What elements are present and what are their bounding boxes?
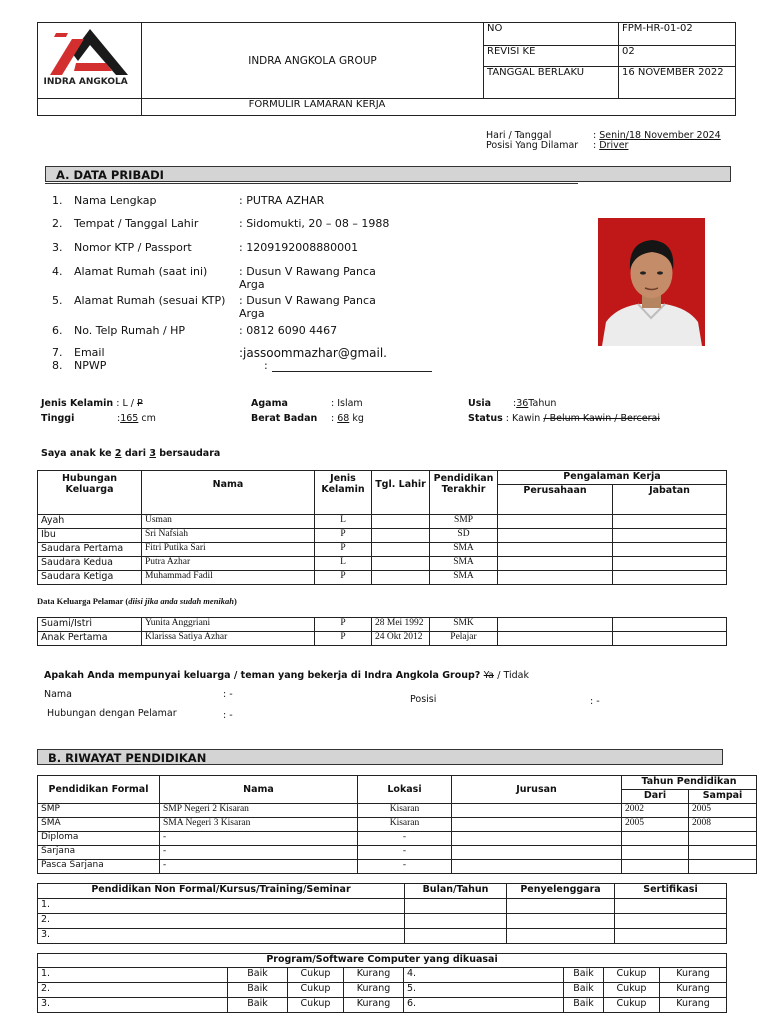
table-cell: Baik — [564, 983, 604, 998]
table-cell — [613, 632, 727, 646]
table-row — [38, 515, 727, 529]
logo-cell — [38, 23, 142, 99]
table-cell: Ibu — [38, 529, 142, 543]
table-cell: 2002 — [622, 804, 689, 818]
education-table — [37, 775, 757, 874]
table-cell: Kurang — [344, 968, 404, 983]
field-row: 5. Alamat Rumah (sesuai KTP) : Dusun V Rawang Panca Arga — [52, 294, 376, 320]
col-header: Jenis Kelamin — [315, 471, 372, 515]
table-cell: 2008 — [689, 818, 757, 832]
table-cell: Baik — [564, 998, 604, 1013]
field-row: 4. Alamat Rumah (saat ini) : Dusun V Rawang Panca Arga — [52, 265, 376, 291]
date-label: Hari / Tanggal — [486, 130, 552, 141]
weight-row: Berat Badan : 68 kg — [251, 413, 364, 424]
date-value: Senin/18 November 2024 — [599, 130, 721, 141]
table-row — [38, 998, 727, 1013]
col-header: Sertifikasi — [615, 884, 727, 899]
table-cell — [613, 618, 727, 632]
table-cell: Sri Nafsiah — [142, 529, 315, 543]
col-header: Pendidikan Non Formal/Kursus/Training/Seminar — [38, 884, 405, 899]
table-cell — [452, 846, 622, 860]
relation-rel-label: Hubungan dengan Pelamar — [47, 708, 177, 719]
relation-question: Apakah Anda mempunyai keluarga / teman yang bekerja di Indra Angkola Group? Ya / Tidak — [44, 670, 530, 681]
table-cell: Cukup — [604, 983, 660, 998]
table-cell: P — [315, 571, 372, 585]
married-title: Data Keluarga Pelamar (diisi jika anda sudah menikah) — [37, 596, 237, 606]
table-cell: Yunita Anggriani — [142, 618, 315, 632]
table-row — [38, 543, 727, 557]
table-cell — [372, 529, 430, 543]
table-cell: Kisaran — [358, 804, 452, 818]
section-b-title: B. RIWAYAT PENDIDIKAN — [37, 749, 723, 765]
software-table — [37, 953, 727, 1013]
relation-name-label: Nama — [44, 689, 73, 700]
table-cell: SMA Negeri 3 Kisaran — [160, 818, 358, 832]
table-cell: Cukup — [288, 998, 344, 1013]
table-cell: 1. — [38, 968, 228, 983]
table-cell: P — [315, 618, 372, 632]
col-header: Jabatan — [613, 485, 727, 515]
software-title: Program/Software Computer yang dikuasai — [38, 954, 727, 968]
col-header: Penyelenggara — [507, 884, 615, 899]
relation-pos-label: Posisi — [410, 694, 437, 705]
table-cell — [498, 543, 613, 557]
table-cell: SMP — [38, 804, 160, 818]
table-cell — [613, 529, 727, 543]
table-cell: P — [315, 529, 372, 543]
table-row — [38, 818, 757, 832]
table-cell — [622, 860, 689, 874]
table-cell — [452, 804, 622, 818]
header-table — [37, 22, 736, 116]
table-cell: Suami/Istri — [38, 618, 142, 632]
table-cell — [452, 832, 622, 846]
table-cell: Usman — [142, 515, 315, 529]
table-cell — [452, 818, 622, 832]
table-cell: Anak Pertama — [38, 632, 142, 646]
table-cell: 4. — [404, 968, 564, 983]
table-cell: 5. — [404, 983, 564, 998]
table-cell: Kurang — [344, 998, 404, 1013]
table-cell: 24 Okt 2012 — [372, 632, 430, 646]
table-cell — [615, 929, 727, 944]
col-header: Bulan/Tahun — [405, 884, 507, 899]
table-cell — [372, 515, 430, 529]
table-cell — [507, 929, 615, 944]
applicant-photo — [598, 218, 705, 346]
table-cell: - — [358, 860, 452, 874]
table-cell: Baik — [228, 983, 288, 998]
table-row — [38, 846, 757, 860]
table-cell: Kurang — [344, 983, 404, 998]
meta-value: 02 — [619, 45, 736, 66]
table-cell: 3. — [38, 929, 405, 944]
table-cell: SMP — [430, 515, 498, 529]
table-cell — [689, 832, 757, 846]
table-cell: - — [160, 846, 358, 860]
col-header: Lokasi — [358, 776, 452, 804]
table-cell: Kurang — [660, 983, 727, 998]
married-table — [37, 617, 727, 646]
sibling-info: Saya anak ke 2 dari 3 bersaudara — [41, 448, 221, 459]
table-cell: 3. — [38, 998, 228, 1013]
table-cell: Saudara Kedua — [38, 557, 142, 571]
table-cell: Baik — [228, 998, 288, 1013]
meta-value: 16 NOVEMBER 2022 — [619, 66, 736, 98]
table-cell: 6. — [404, 998, 564, 1013]
table-cell: Pasca Sarjana — [38, 860, 160, 874]
apply-info: Hari / Tanggal : Senin/18 November 2024 Posisi Yang Dilamar : Driver — [486, 130, 721, 151]
table-cell: SMA — [430, 543, 498, 557]
table-cell — [498, 515, 613, 529]
table-cell — [507, 899, 615, 914]
table-cell — [405, 914, 507, 929]
table-cell: Diploma — [38, 832, 160, 846]
table-cell: Sarjana — [38, 846, 160, 860]
position-label: Posisi Yang Dilamar — [486, 140, 579, 151]
field-row: 6. No. Telp Rumah / HP : 0812 6090 4467 — [52, 324, 338, 337]
table-cell — [689, 846, 757, 860]
table-row — [38, 968, 727, 983]
table-cell: P — [315, 543, 372, 557]
section-a-title: A. DATA PRIBADI — [45, 166, 731, 182]
company-name: INDRA ANGKOLA GROUP — [142, 23, 484, 99]
table-cell: SMK — [430, 618, 498, 632]
table-cell: Putra Azhar — [142, 557, 315, 571]
col-header: Jurusan — [452, 776, 622, 804]
table-cell: Cukup — [288, 983, 344, 998]
table-row — [38, 557, 727, 571]
table-cell: SMA — [430, 557, 498, 571]
field-row: 1. Nama Lengkap : PUTRA AZHAR — [52, 194, 325, 207]
table-cell — [622, 846, 689, 860]
table-cell — [615, 899, 727, 914]
table-cell — [405, 899, 507, 914]
col-header: Perusahaan — [498, 485, 613, 515]
table-cell: - — [358, 846, 452, 860]
form-title: FORMULIR LAMARAN KERJA — [142, 99, 736, 116]
table-row — [38, 929, 727, 944]
table-cell — [613, 543, 727, 557]
table-cell: Baik — [228, 968, 288, 983]
col-header: Tahun Pendidikan — [622, 776, 757, 790]
field-row: 8. NPWP : — [52, 359, 63, 372]
relation-name-value: : - — [223, 689, 233, 700]
table-cell — [498, 571, 613, 585]
position-value: Driver — [599, 140, 629, 151]
col-header: Sampai — [689, 790, 757, 804]
table-cell: Cukup — [604, 998, 660, 1013]
table-cell: - — [358, 832, 452, 846]
table-cell: Kisaran — [358, 818, 452, 832]
table-row — [38, 571, 727, 585]
table-cell: SMA — [430, 571, 498, 585]
logo-text: INDRA ANGKOLA — [43, 76, 128, 87]
table-row — [38, 914, 727, 929]
table-cell — [622, 832, 689, 846]
table-cell: Cukup — [288, 968, 344, 983]
col-header: Pengalaman Kerja — [498, 471, 727, 485]
table-cell: 2. — [38, 983, 228, 998]
meta-key: TANGGAL BERLAKU — [484, 66, 619, 98]
religion-row: Agama : Islam — [251, 398, 363, 409]
table-row — [38, 832, 757, 846]
table-cell: SD — [430, 529, 498, 543]
table-cell: Pelajar — [430, 632, 498, 646]
field-row: 3. Nomor KTP / Passport : 1209192008880001 — [52, 241, 359, 254]
gender-row: Jenis Kelamin : L / P — [41, 398, 143, 409]
col-header: Nama — [160, 776, 358, 804]
table-cell — [372, 543, 430, 557]
meta-key: NO — [484, 23, 619, 46]
table-cell: Klarissa Satiya Azhar — [142, 632, 315, 646]
relation-pos-value: : - — [590, 696, 600, 707]
meta-key: REVISI KE — [484, 45, 619, 66]
table-row — [38, 860, 757, 874]
table-cell: Saudara Pertama — [38, 543, 142, 557]
table-cell: 2005 — [622, 818, 689, 832]
table-cell: Fitri Putika Sari — [142, 543, 315, 557]
table-cell: Muhammad Fadil — [142, 571, 315, 585]
table-cell — [452, 860, 622, 874]
table-cell — [613, 571, 727, 585]
divider — [45, 183, 578, 184]
table-cell: - — [160, 860, 358, 874]
table-cell — [372, 557, 430, 571]
table-cell — [498, 557, 613, 571]
table-row — [38, 618, 727, 632]
table-cell: 2. — [38, 914, 405, 929]
table-cell: Ayah — [38, 515, 142, 529]
age-row: Usia :36Tahun — [468, 398, 557, 409]
table-row — [38, 632, 727, 646]
table-row — [38, 804, 757, 818]
field-row: 2. Tempat / Tanggal Lahir : Sidomukti, 20 – 08 – 1988 — [52, 217, 390, 230]
table-cell — [613, 557, 727, 571]
table-cell: Baik — [564, 968, 604, 983]
table-cell: Cukup — [604, 968, 660, 983]
table-cell: 28 Mei 1992 — [372, 618, 430, 632]
meta-value: FPM-HR-01-02 — [619, 23, 736, 46]
table-row — [38, 899, 727, 914]
table-cell — [405, 929, 507, 944]
table-cell: L — [315, 515, 372, 529]
table-cell — [689, 860, 757, 874]
field-row: 7. Email :jassoommazhar@gmail. — [52, 346, 387, 360]
col-header: Pendidikan Formal — [38, 776, 160, 804]
table-cell: L — [315, 557, 372, 571]
table-cell — [372, 571, 430, 585]
person-icon — [598, 218, 705, 346]
table-cell: Kurang — [660, 968, 727, 983]
table-row — [38, 529, 727, 543]
table-cell: Kurang — [660, 998, 727, 1013]
relation-rel-value: : - — [223, 710, 233, 721]
col-header: Nama — [142, 471, 315, 515]
height-row: Tinggi :165 cm — [41, 413, 156, 424]
table-cell — [498, 632, 613, 646]
table-cell: 1. — [38, 899, 405, 914]
table-cell: P — [315, 632, 372, 646]
table-cell: SMA — [38, 818, 160, 832]
table-row — [38, 983, 727, 998]
table-cell: SMP Negeri 2 Kisaran — [160, 804, 358, 818]
table-cell: Saudara Ketiga — [38, 571, 142, 585]
col-header: Dari — [622, 790, 689, 804]
nonformal-table — [37, 883, 727, 944]
table-cell: - — [160, 832, 358, 846]
table-cell — [613, 515, 727, 529]
table-cell: 2005 — [689, 804, 757, 818]
status-row: Status : Kawin / Belum Kawin / Bercerai — [468, 413, 660, 424]
col-header: Tgl. Lahir — [372, 471, 430, 515]
family-table — [37, 470, 727, 585]
table-cell — [507, 914, 615, 929]
col-header: Hubungan Keluarga — [38, 471, 142, 515]
table-cell — [615, 914, 727, 929]
col-header: Pendidikan Terakhir — [430, 471, 498, 515]
table-cell — [498, 618, 613, 632]
table-cell — [498, 529, 613, 543]
